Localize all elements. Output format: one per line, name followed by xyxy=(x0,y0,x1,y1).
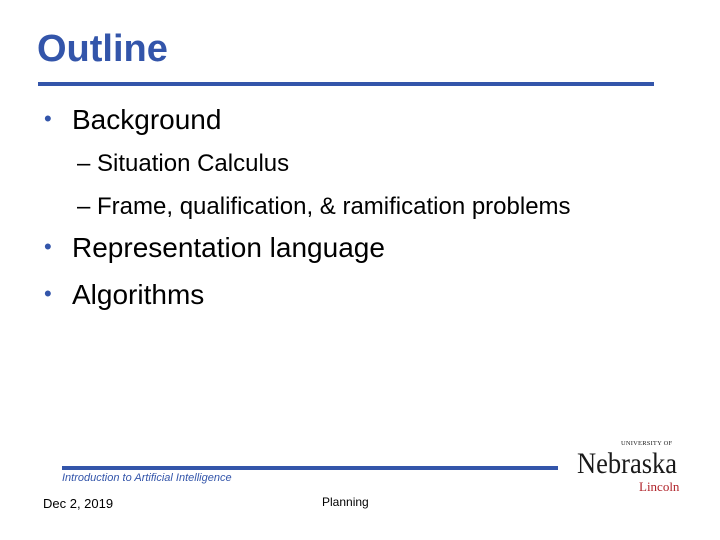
bullet-dot-icon: • xyxy=(44,281,52,306)
logo-name: Nebraska xyxy=(577,447,677,480)
bullet-label: Algorithms xyxy=(72,279,205,310)
footer-course-title: Introduction to Artificial Intelligence xyxy=(62,472,232,484)
sub-item-frame-problems: – Frame, qualification, & ramification problems xyxy=(77,193,571,220)
bullet-item-background xyxy=(44,104,221,136)
logo-top-line: UNIVERSITY OF xyxy=(621,440,673,447)
title-divider xyxy=(38,82,654,86)
sub-item-situation-calculus: – Situation Calculus xyxy=(77,150,290,177)
footer-date: Dec 2, 2019 xyxy=(43,496,114,511)
bullet-label: Representation language xyxy=(72,232,385,263)
bullet-label: Background xyxy=(72,104,222,135)
bullet-item-algorithms xyxy=(44,279,204,311)
bullet-dot-icon: • xyxy=(44,106,52,131)
footer-topic: Planning xyxy=(322,495,369,509)
logo-city: Lincoln xyxy=(639,479,680,494)
bullet-item-representation xyxy=(44,232,385,264)
bullet-dot-icon: • xyxy=(44,234,52,259)
footer-divider xyxy=(62,466,558,470)
university-logo xyxy=(575,436,681,496)
slide-title: Outline xyxy=(37,28,168,70)
